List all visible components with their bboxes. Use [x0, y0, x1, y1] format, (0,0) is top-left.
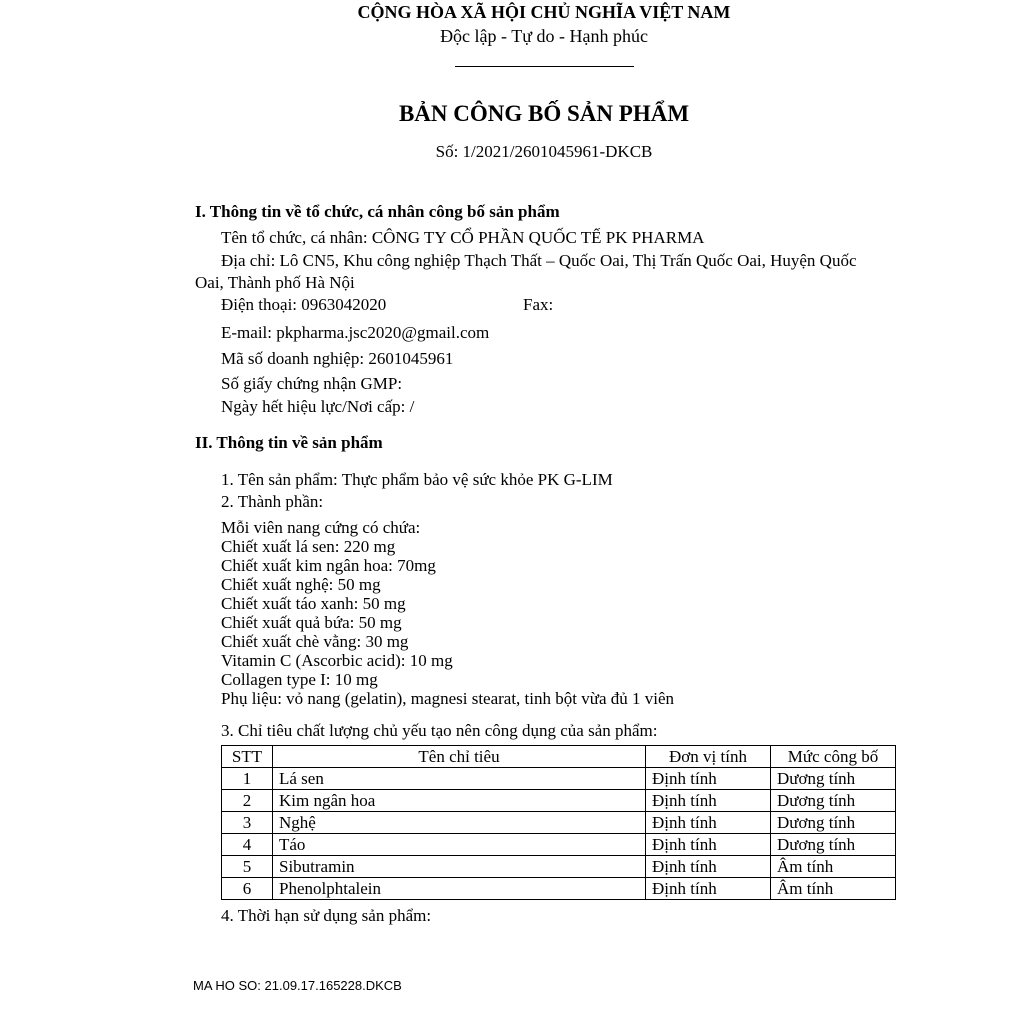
ingredient-line: Chiết xuất kim ngân hoa: 70mg: [221, 556, 436, 575]
table-row: [222, 856, 896, 878]
table-row: [222, 768, 896, 790]
org-fax: Fax:: [523, 295, 554, 314]
cell-stt: 6: [222, 878, 273, 900]
col-level-header: Mức công bố: [771, 746, 896, 768]
page-title: BẢN CÔNG BỐ SẢN PHẨM: [398, 101, 690, 126]
cell-unit: Định tính: [646, 878, 771, 900]
org-phone: Điện thoại: 0963042020: [221, 295, 387, 314]
quality-heading: 3. Chỉ tiêu chất lượng chủ yếu tạo nên công dụng của sản phẩm:: [221, 721, 658, 740]
cell-unit: Định tính: [646, 790, 771, 812]
cell-level: Âm tính: [771, 856, 896, 878]
col-stt-header: STT: [222, 746, 273, 768]
ingredient-line: Chiết xuất lá sen: 220 mg: [221, 537, 396, 556]
product-name: 1. Tên sản phẩm: Thực phẩm bảo vệ sức khỏe PK G-LIM: [221, 470, 613, 489]
table-row: [222, 812, 896, 834]
cell-unit: Định tính: [646, 768, 771, 790]
ingredient-line: Chiết xuất nghệ: 50 mg: [221, 575, 381, 594]
cell-unit: Định tính: [646, 834, 771, 856]
cell-level: Dương tính: [771, 790, 896, 812]
org-name: Tên tổ chức, cá nhân: CÔNG TY CỔ PHẦN QUỐC TẾ PK PHARMA: [221, 228, 705, 247]
ingredient-line: Chiết xuất quả bứa: 50 mg: [221, 613, 402, 632]
ingredient-line: Collagen type I: 10 mg: [221, 670, 378, 689]
cell-name: Nghệ: [273, 812, 646, 834]
shelf-life-heading: 4. Thời hạn sử dụng sản phẩm:: [221, 906, 432, 925]
header-divider: [455, 66, 634, 67]
gmp-expiry: Ngày hết hiệu lực/Nơi cấp: /: [221, 397, 415, 416]
cell-stt: 5: [222, 856, 273, 878]
document-number: Số: 1/2021/2601045961-DKCB: [435, 142, 653, 161]
col-unit-header: Đơn vị tính: [646, 746, 771, 768]
section-2-heading: II. Thông tin về sản phẩm: [195, 433, 383, 452]
ingredients-heading: 2. Thành phần:: [221, 492, 324, 511]
table-row: [222, 834, 896, 856]
national-motto: Độc lập - Tự do - Hạnh phúc: [440, 26, 648, 46]
cell-name: Lá sen: [273, 768, 646, 790]
table-header-row: [222, 746, 896, 768]
org-tax-code: Mã số doanh nghiệp: 2601045961: [221, 349, 454, 368]
cell-unit: Định tính: [646, 812, 771, 834]
national-header: CỘNG HÒA XÃ HỘI CHỦ NGHĨA VIỆT NAM: [357, 2, 731, 22]
cell-level: Âm tính: [771, 878, 896, 900]
gmp-certificate: Số giấy chứng nhận GMP:: [221, 374, 403, 393]
cell-unit: Định tính: [646, 856, 771, 878]
cell-name: Phenolphtalein: [273, 878, 646, 900]
org-address: Địa chỉ: Lô CN5, Khu công nghiệp Thạch Thất – Quốc Oai, Thị Trấn Quốc Oai, Huyện Quốc Oai, Thành phố Hà Nội: [195, 251, 857, 292]
ingredient-line: Phụ liệu: vỏ nang (gelatin), magnesi stearat, tinh bột vừa đủ 1 viên: [221, 689, 675, 708]
record-code: MA HO SO: 21.09.17.165228.DKCB: [193, 978, 402, 993]
ingredient-line: Chiết xuất táo xanh: 50 mg: [221, 594, 406, 613]
org-email: E-mail: pkpharma.jsc2020@gmail.com: [221, 323, 490, 342]
cell-stt: 4: [222, 834, 273, 856]
cell-name: Sibutramin: [273, 856, 646, 878]
cell-name: Táo: [273, 834, 646, 856]
cell-stt: 2: [222, 790, 273, 812]
col-name-header: Tên chỉ tiêu: [273, 746, 646, 768]
cell-level: Dương tính: [771, 834, 896, 856]
ingredient-line: Mỗi viên nang cứng có chứa:: [221, 518, 421, 537]
ingredients-list: [221, 518, 674, 708]
section-1-heading: I. Thông tin về tổ chức, cá nhân công bố sản phẩm: [195, 202, 560, 221]
quality-table: [221, 745, 896, 900]
cell-level: Dương tính: [771, 812, 896, 834]
cell-level: Dương tính: [771, 768, 896, 790]
table-row: [222, 790, 896, 812]
ingredient-line: Vitamin C (Ascorbic acid): 10 mg: [221, 651, 453, 670]
ingredient-line: Chiết xuất chè vằng: 30 mg: [221, 632, 409, 651]
cell-stt: 3: [222, 812, 273, 834]
cell-stt: 1: [222, 768, 273, 790]
table-row: [222, 878, 896, 900]
cell-name: Kim ngân hoa: [273, 790, 646, 812]
